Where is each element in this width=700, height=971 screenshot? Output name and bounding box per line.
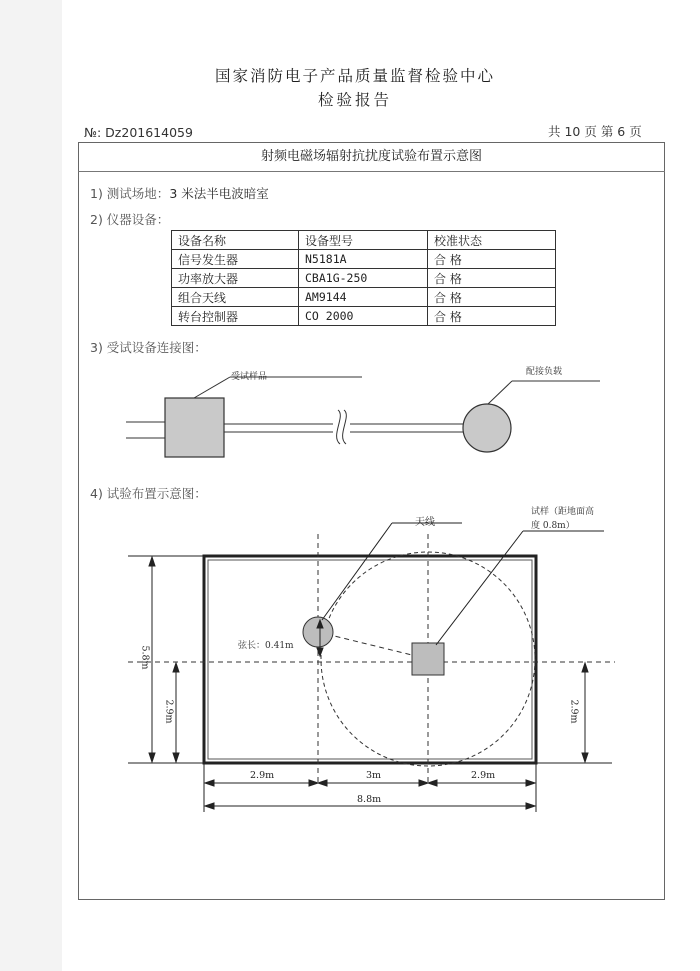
chamber-outer-wall xyxy=(204,556,536,763)
calibration-status: 合 格 xyxy=(428,288,556,307)
dim-total-height: 5.8m xyxy=(139,645,151,670)
dim-arrow xyxy=(205,780,214,786)
calibration-status: 合 格 xyxy=(428,250,556,269)
dim-arrow xyxy=(582,663,588,672)
dim-arrow xyxy=(582,753,588,762)
document-type: 检验报告 xyxy=(318,91,393,109)
dim-arrow xyxy=(149,753,155,762)
sample-height-label: 度 0.8m） xyxy=(531,521,575,531)
org-name: 国家消防电子产品质量监督检验中心 xyxy=(215,67,496,85)
layout-label: 4) 试验布置示意图： xyxy=(90,486,207,501)
chamber-inner-wall xyxy=(208,560,532,759)
sample-position-label: 试样（距地面高 xyxy=(531,507,595,517)
dim-arrow xyxy=(173,753,179,762)
equipment-model: CBA1G-250 xyxy=(299,269,428,288)
dim-right-height: 2.9m xyxy=(568,699,580,724)
dim-left-height: 2.9m xyxy=(163,699,175,724)
equipment-name: 转台控制器 xyxy=(172,307,299,326)
dim-total-width: 8.8m xyxy=(357,794,382,805)
chord-length-label: 弦长：0.41m xyxy=(238,641,294,651)
section-title: 射频电磁场辐射抗扰度试验布置示意图 xyxy=(78,142,665,172)
antenna-symbol xyxy=(303,617,333,647)
dim-bottom-right: 2.9m xyxy=(471,770,496,781)
dim-arrow xyxy=(173,663,179,672)
dim-arrow xyxy=(318,780,327,786)
sample-symbol xyxy=(412,643,444,675)
column-header: 设备型号 xyxy=(299,231,428,250)
antenna-callout-line xyxy=(322,523,392,620)
dim-bottom-left: 2.9m xyxy=(250,770,275,781)
equipment-model: N5181A xyxy=(299,250,428,269)
test-site-label: 1) 测试场地： xyxy=(90,186,170,201)
test-site-value: 3 米法半电波暗室 xyxy=(169,186,269,201)
dim-arrow xyxy=(205,803,214,809)
report-number: №: Dz201614059 xyxy=(84,125,193,140)
equipment-name: 功率放大器 xyxy=(172,269,299,288)
equipment-name: 信号发生器 xyxy=(172,250,299,269)
dim-arrow xyxy=(526,780,535,786)
load-label: 配接负载 xyxy=(526,367,563,377)
calibration-status: 合 格 xyxy=(428,307,556,326)
dim-arrow xyxy=(149,557,155,566)
equipment-label: 2) 仪器设备： xyxy=(90,212,170,227)
equipment-model: CO 2000 xyxy=(299,307,428,326)
page-indicator: 共 10 页 第 6 页 xyxy=(548,124,642,139)
equipment-model: AM9144 xyxy=(299,288,428,307)
calibration-status: 合 格 xyxy=(428,269,556,288)
antenna-label: 天线 xyxy=(415,517,435,528)
connection-label: 3) 受试设备连接图： xyxy=(90,340,207,355)
sample-callout-line xyxy=(436,531,523,645)
equipment-name: 组合天线 xyxy=(172,288,299,307)
column-header: 设备名称 xyxy=(172,231,299,250)
sample-label: 受试样品 xyxy=(231,372,268,382)
dim-arrow xyxy=(428,780,437,786)
column-header: 校准状态 xyxy=(428,231,556,250)
dim-arrow xyxy=(526,803,535,809)
dim-bottom-middle: 3m xyxy=(366,770,382,781)
